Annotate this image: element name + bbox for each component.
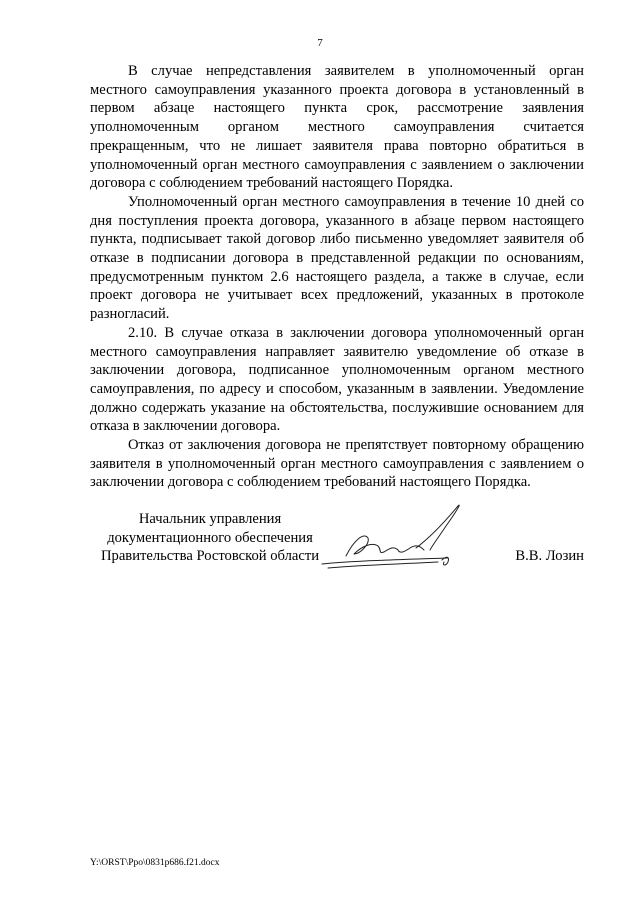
paragraph-repeat-application: Отказ от заключения договора не препятствует повторному обращению заявителя в уполномоченный орган местного самоуправления с заявлением о заключении договора с соблюдением требований настоящего Порядка. (90, 437, 584, 491)
signature-block (90, 510, 584, 580)
position-line-3: Правительства Ростовской области (100, 548, 320, 565)
paragraph-refusal-notice: 2.10. В случае отказа в заключении договора уполномоченный орган местного самоуправления направляет заявителю уведомление об отказе в заключении договора, подписанное уполномоченным органом местного самоуправления, по адресу и способом, указанным в заявлении. Уведомление должно содержать указание на обстоятельства, послужившие основанием для отказа в заключении договора. (90, 324, 584, 435)
page-number: 7 (317, 37, 323, 49)
position-line-1: Начальник управления (138, 511, 282, 527)
paragraph-nonsubmission: В случае непредставления заявителем в уполномоченный орган местного самоуправления указанного проекта договора в установленный в первом абзаце настоящего пункта срок, рассмотрение заявления уполномоченным органом местного самоуправления считается прекращенным, что не лишает заявителя права повторно обратиться в уполномоченный орган местного самоуправления с заявлением о заключении договора с соблюдением требований настоящего Порядка. (90, 63, 584, 192)
file-path-footer: Y:\ORST\Ppo\0831p686.f21.docx (90, 858, 220, 868)
signer-name: В.В. Лозин (515, 548, 584, 564)
position-line-2: документационного обеспечения (107, 529, 313, 546)
signer-position (90, 510, 330, 566)
document-body (90, 62, 584, 492)
paragraph-signing-term: Уполномоченный орган местного самоуправления в течение 10 дней со дня поступления проекта договора, указанного в абзаце первом настоящего пункта, подписывает такой договор либо письменно уведомляет заявителя об отказе в подписании договора в представленной редакции по основаниям, предусмотренным пунктом 2.6 настоящего раздела, а также в случае, если проект договора не учитывает всех предложений, указанных в протоколе разногласий. (90, 193, 584, 323)
handwritten-signature (320, 498, 480, 578)
